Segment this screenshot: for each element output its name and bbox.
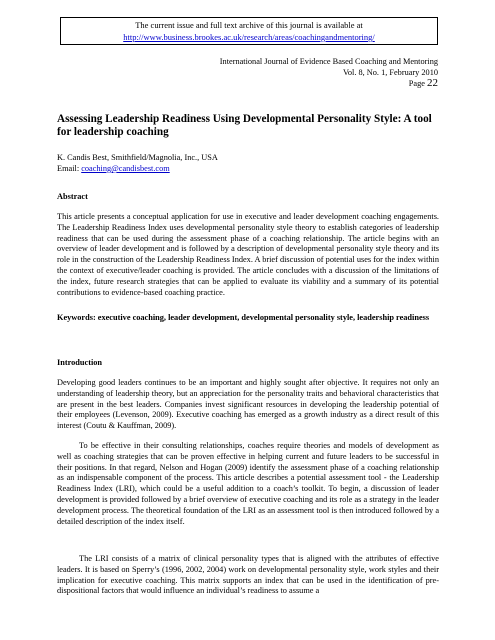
archive-notice-box (60, 17, 438, 45)
author-block (57, 152, 218, 174)
journal-header (220, 56, 438, 89)
intro-paragraph-2: To be effective in their consulting relationships, coaches require theories and models of development as well as coaching strategies that can be proven effective in helping current and future leaders to be successful in their positions. In that regard, Nelson and Hogan (2009) identify the assessment phase of a coaching relationship as an indispensable component of the process. This article describes a potential assessment tool - the Leadership Readiness Index (LRI), which could be a useful addition to a coach’s toolkit. To begin, a discussion of leader development is provided followed by a brief overview of executive coaching and its role as a strategy in the leader development process. The theoretical foundation of the LRI as an assessment tool is then introduced followed by a detailed description of the index itself. (57, 441, 439, 526)
abstract-heading: Abstract (57, 192, 88, 201)
page-number: 22 (427, 77, 438, 89)
intro-paragraph-1: Developing good leaders continues to be an important and highly sought after objective. It requires not only an understanding of leadership theory, but an appreciation for the personality traits and behavioral characteristics that are present in the best leaders. Companies invest significant resources in developing the leadership potential of their employees (Levenson, 2009). Executive coaching has emerged as a growth industry as a direct result of this interest (Coutu & Kauffman, 2009). (57, 378, 439, 431)
abstract-text: This article presents a conceptual application for use in executive and leader development coaching engagements. The Leadership Readiness Index uses developmental personality style theory to establish categories of leadership readiness that can be used during the assessment phase of a coaching relationship. The article begins with an overview of leader development and is followed by a description of developmental personality style theory and its role in the construction of the Leadership Readiness Index. A brief discussion of potential uses for the index within the context of executive/leader coaching is provided. The article concludes with a discussion of the limitations of the index, future research strategies that can be applied to evaluate its viability and a summary of its potential contributions to evidence-based coaching practice. (57, 212, 439, 297)
article-title: Assessing Leadership Readiness Using Developmental Personality Style: A tool for leadership coaching (57, 113, 432, 138)
keywords: Keywords: executive coaching, leader development, developmental personality style, leadership readiness (57, 313, 430, 322)
page-label: Page (408, 79, 425, 88)
page-indicator (220, 78, 438, 89)
author-email-link[interactable]: coaching@candisbest.com (81, 164, 170, 173)
archive-url-link[interactable]: http://www.business.brookes.ac.uk/research/areas/coachingandmentoring/ (123, 32, 375, 42)
author-email-line (57, 163, 218, 174)
intro-paragraph-3: The LRI consists of a matrix of clinical personality types that is aligned with the attributes of effective leaders. It is based on Sperry’s (1996, 2002, 2004) work on developmental personality style, work styles and their implication for executive coaching. This matrix supports an index that can be used in the identification of pre-dispositional factors that would influence an individual’s readiness to assume a (57, 554, 439, 596)
email-label: Email: (57, 164, 80, 173)
archive-notice-text: The current issue and full text archive of this journal is available at (135, 20, 363, 30)
journal-volume: Vol. 8, No. 1, February 2010 (342, 68, 438, 77)
author-affiliation: K. Candis Best, Smithfield/Magnolia, Inc., USA (57, 153, 218, 162)
introduction-heading: Introduction (57, 358, 103, 367)
journal-name: International Journal of Evidence Based Coaching and Mentoring (219, 57, 438, 66)
